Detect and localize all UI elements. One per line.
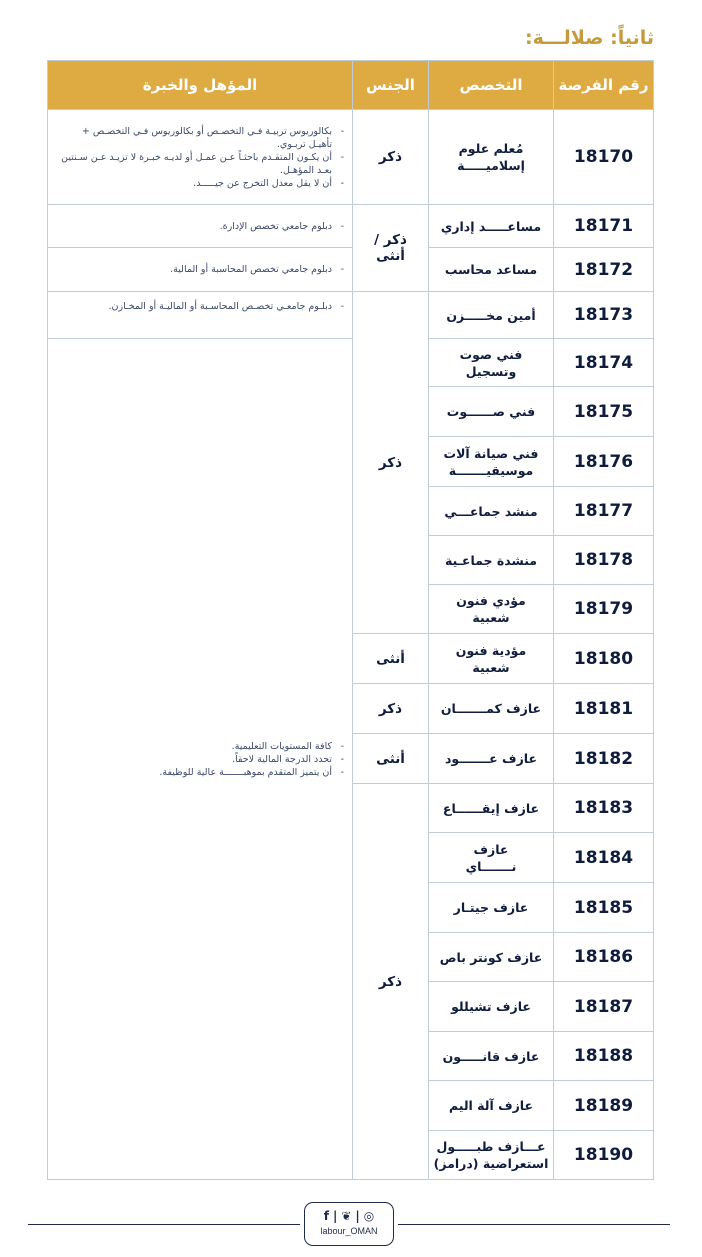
- specialty-line: نـــــــاي: [465, 858, 517, 874]
- opportunity-number: 18180: [554, 634, 654, 684]
- table-row: [48, 339, 654, 387]
- page-title: ثانياً: صلالـــة:: [524, 27, 654, 49]
- specialty-cell: [429, 437, 554, 487]
- jobs-table: [47, 60, 654, 1180]
- header-gender: الجنس: [353, 61, 429, 110]
- opportunity-number: 18184: [554, 833, 654, 883]
- specialty-cell: [429, 982, 554, 1032]
- specialty-line: عازف قانـــــون: [442, 1048, 540, 1064]
- opportunity-number: 18170: [554, 110, 654, 205]
- qualification-cell: [48, 339, 353, 1180]
- gender-cell: [353, 784, 429, 1180]
- opportunity-number: 18175: [554, 387, 654, 437]
- gender-text: ذكر: [378, 149, 403, 165]
- specialty-line: عازف عـــــــود: [445, 751, 537, 766]
- table-row: [48, 248, 654, 292]
- table-row: [48, 205, 654, 248]
- specialty-line: فني صــــــوت: [446, 404, 536, 419]
- opportunity-number: 18177: [554, 487, 654, 536]
- specialty-line: شعبية: [472, 659, 510, 675]
- gender-cell: [353, 110, 429, 205]
- specialty-line: مؤدية فنون: [455, 642, 527, 658]
- specialty-line: عازف آلة اليم: [448, 1098, 534, 1113]
- specialty-cell: [429, 883, 554, 933]
- header-specialty: التخصص: [429, 61, 554, 110]
- specialty-cell: [429, 684, 554, 734]
- specialty-line: استعراضية (درامز): [433, 1156, 549, 1171]
- table-body: [48, 110, 654, 1180]
- separator: |: [355, 1209, 360, 1223]
- qualification-list: [58, 263, 344, 276]
- specialty-cell: [429, 110, 554, 205]
- header-qualification: المؤهل والخبرة: [48, 61, 353, 110]
- qualification-cell: [48, 205, 353, 248]
- specialty-cell: [429, 248, 554, 292]
- opportunity-number: 18179: [554, 585, 654, 634]
- social-handle[interactable]: labour_OMAN: [320, 1226, 378, 1236]
- qualification-item: - كافة المستويات التعليمية.: [58, 740, 344, 753]
- gender-text: أنثى: [376, 650, 405, 667]
- opportunity-number: 18187: [554, 982, 654, 1032]
- opportunity-number: 18182: [554, 734, 654, 784]
- specialty-line: إسلاميـــــة: [457, 158, 525, 173]
- table-row: [48, 110, 654, 205]
- qualification-list: [58, 220, 344, 233]
- specialty-cell: [429, 339, 554, 387]
- gender-text: ذكر: [378, 700, 403, 717]
- specialty-line: عازف تشيللو: [451, 999, 531, 1014]
- opportunity-number: 18176: [554, 437, 654, 487]
- specialty-line: شعبية: [472, 610, 510, 625]
- specialty-cell: [429, 634, 554, 684]
- specialty-line: عازف جيتـار: [453, 900, 529, 915]
- specialty-cell: [429, 833, 554, 883]
- opportunity-number: 18186: [554, 933, 654, 982]
- opportunity-number: 18189: [554, 1081, 654, 1131]
- qualification-cell: [48, 110, 353, 205]
- specialty-line: وتسجيل: [465, 363, 517, 379]
- specialty-line: مُعلم علوم: [458, 141, 524, 156]
- gender-text: ذكر: [378, 973, 403, 990]
- specialty-line: عازف كمـــــــان: [440, 701, 542, 716]
- specialty-line: أمين مخـــــزن: [446, 307, 536, 323]
- opportunity-number: 18183: [554, 784, 654, 833]
- specialty-line: مؤدي فنون: [456, 593, 526, 608]
- specialty-line: عازف: [473, 841, 509, 857]
- separator: |: [332, 1209, 338, 1223]
- footer-line-left: [28, 1224, 300, 1225]
- opportunity-number: 18190: [554, 1131, 654, 1180]
- opportunity-number: 18174: [554, 339, 654, 387]
- qualification-item: - دبلوم جامعي تخصص الإدارة.: [58, 220, 344, 233]
- specialty-cell: [429, 933, 554, 982]
- qualification-item: - أن يكـون المتقـدم باحثـاً عـن عمـل أو لديـه خبـرة لا تزيـد عـن سـنتين بعـد المؤهـل.: [58, 151, 344, 177]
- specialty-line: منشد جماعـــي: [444, 503, 538, 519]
- specialty-cell: [429, 784, 554, 833]
- opportunity-number: 18181: [554, 684, 654, 734]
- twitter-icon[interactable]: ❦: [341, 1209, 352, 1223]
- specialty-line: مساعد محاسب: [444, 262, 538, 277]
- gender-cell: [353, 292, 429, 634]
- gender-cell: [353, 205, 429, 292]
- qualification-cell: [48, 292, 353, 339]
- opportunity-number: 18188: [554, 1032, 654, 1081]
- qualification-list: [58, 125, 344, 190]
- specialty-cell: [429, 292, 554, 339]
- social-media-box: [304, 1202, 394, 1246]
- header-id: رقم الفرصة: [554, 61, 654, 110]
- gender-cell: [353, 684, 429, 734]
- table-header-row: [48, 61, 654, 110]
- specialty-cell: [429, 536, 554, 585]
- gender-cell: [353, 634, 429, 684]
- gender-cell: [353, 734, 429, 784]
- footer-line-right: [398, 1224, 670, 1225]
- qualification-list: [58, 740, 344, 779]
- table-row: [48, 292, 654, 339]
- specialty-cell: [429, 205, 554, 248]
- instagram-icon[interactable]: ◎: [363, 1209, 375, 1223]
- specialty-line: عـــازف طبـــــول: [436, 1139, 546, 1154]
- opportunity-number: 18178: [554, 536, 654, 585]
- specialty-cell: [429, 1081, 554, 1131]
- specialty-cell: [429, 487, 554, 536]
- opportunity-number: 18171: [554, 205, 654, 248]
- gender-text: أنثى: [376, 248, 405, 264]
- specialty-cell: [429, 734, 554, 784]
- qualification-list: [58, 292, 344, 313]
- opportunity-number: 18173: [554, 292, 654, 339]
- specialty-cell: [429, 1131, 554, 1180]
- specialty-line: عازف إيقــــــاع: [442, 800, 540, 816]
- facebook-icon[interactable]: f: [323, 1209, 329, 1223]
- qualification-item: - دبلـوم جامعـي تخصـص المحاسـبة أو الماليـة أو المخـازن.: [58, 300, 344, 313]
- specialty-line: فني صيانة آلات: [443, 445, 539, 461]
- opportunity-number: 18185: [554, 883, 654, 933]
- specialty-cell: [429, 387, 554, 437]
- opportunity-number: 18172: [554, 248, 654, 292]
- qualification-item: - بكالوريوس تربيـة فـي التخصـص أو بكالوريوس فـي التخصـص + تأهيـل تربـوي.: [58, 125, 344, 151]
- specialty-cell: [429, 585, 554, 634]
- specialty-line: مساعـــــد إداري: [440, 218, 542, 234]
- specialty-line: موسيقيـــــــة: [448, 462, 534, 478]
- qualification-item: - أن لا يقل معدل التخرج عن جيـــــد.: [58, 177, 344, 190]
- qualification-item: - أن يتميز المتقدم بموهبـــــــة عالية للوظيفة.: [58, 766, 344, 779]
- gender-text: ذكر /: [374, 232, 407, 248]
- qualification-item: - دبلوم جامعي تخصص المحاسبة أو المالية.: [58, 263, 344, 276]
- gender-text: ذكر: [378, 454, 403, 471]
- social-icons: [305, 1209, 393, 1223]
- specialty-cell: [429, 1032, 554, 1081]
- qualification-cell: [48, 248, 353, 292]
- specialty-line: منشدة جماعـية: [444, 552, 538, 568]
- gender-text: أنثى: [376, 750, 405, 767]
- qualification-item: - تحدد الدرجة المالية لاحقاً.: [58, 753, 344, 766]
- specialty-line: فني صوت: [459, 346, 523, 362]
- specialty-line: عازف كونتر باص: [439, 949, 543, 965]
